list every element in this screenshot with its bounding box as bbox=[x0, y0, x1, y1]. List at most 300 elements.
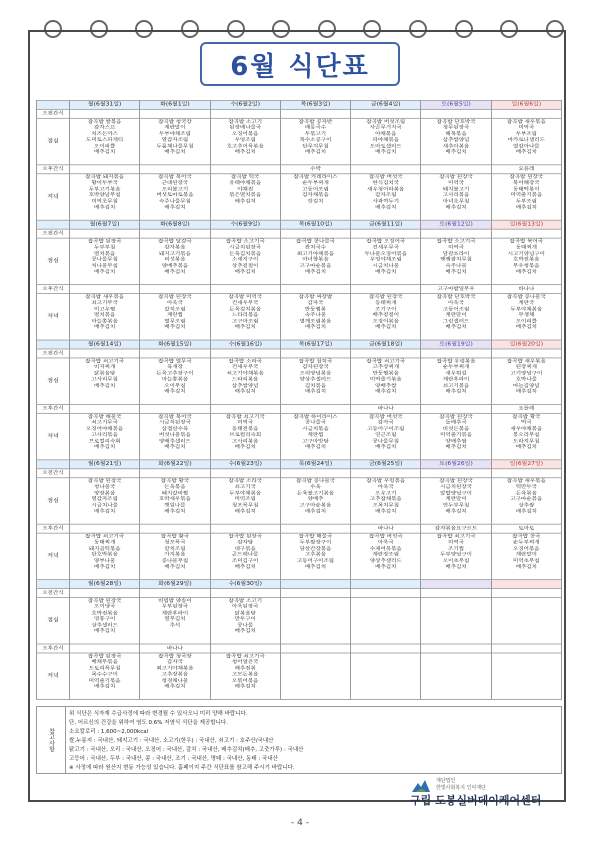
menu-cell bbox=[491, 294, 561, 340]
lunch-row bbox=[37, 478, 562, 524]
menu-item: 해목볶음 bbox=[445, 131, 467, 137]
menu-item: 잡곡밥 된장국 bbox=[87, 478, 122, 484]
menu-item: 배추김치 bbox=[445, 444, 467, 450]
menu-item: 도라지무침 bbox=[513, 438, 540, 444]
menu-item: 미역줄기볶음 bbox=[440, 432, 472, 438]
menu-item: 건새우무국 bbox=[372, 245, 400, 251]
menu-item: 유태야채볶음 bbox=[229, 181, 262, 186]
menu-cell bbox=[70, 349, 140, 358]
menu-item: 계란말이 bbox=[164, 125, 186, 131]
menu-item: 사과깍두기 bbox=[372, 199, 400, 205]
menu-item: 브로컬리숙회 bbox=[229, 432, 262, 438]
menu-item: 감자된장국 bbox=[302, 365, 329, 371]
dinner-row bbox=[37, 294, 562, 340]
menu-item: 야채전 bbox=[237, 187, 254, 192]
menu-item: 청포묵무침 bbox=[231, 503, 259, 509]
menu-item: 열무김치 bbox=[164, 616, 186, 622]
row-label: 오후간식 bbox=[37, 285, 70, 294]
menu-item: 배추김치 bbox=[94, 444, 116, 450]
menu-item: 우엉야채조림 bbox=[369, 257, 402, 263]
menu-item: 동태찌개 bbox=[94, 540, 116, 546]
menu-item: 오이무침 bbox=[164, 383, 186, 389]
menu-item: 미역줄기볶음 bbox=[88, 678, 121, 684]
menu-cell bbox=[140, 533, 210, 579]
notes-box bbox=[36, 706, 562, 774]
row-label: 오전간식 bbox=[37, 589, 70, 598]
menu-item: 감자조림 bbox=[375, 193, 397, 198]
menu-item: 곤드레나물 bbox=[231, 552, 259, 558]
dinner-row bbox=[37, 174, 562, 220]
menu-item: 고사리무침 bbox=[91, 377, 118, 383]
menu-cell bbox=[210, 238, 280, 284]
menu-item: 단호박볶음 bbox=[91, 552, 118, 558]
menu-cell bbox=[421, 349, 491, 358]
page-number: - 4 - bbox=[291, 818, 309, 828]
date-cell: 금(6월11일) bbox=[351, 220, 421, 229]
menu-item: 고추장볶음 bbox=[161, 672, 189, 678]
menu-item: 배추김치 bbox=[164, 389, 186, 395]
menu-item: 배추김치 bbox=[234, 684, 256, 690]
menu-item: 배추김치 bbox=[234, 628, 256, 634]
menu-cell bbox=[421, 404, 491, 413]
menu-item: 순두부찌개 bbox=[442, 365, 470, 371]
menu-item: 고추잡채볶음 bbox=[369, 497, 402, 502]
menu-cell bbox=[280, 358, 350, 404]
menu-cell bbox=[70, 118, 140, 164]
menu-item: 잡곡밥 단호박국 bbox=[436, 294, 476, 300]
lunch-row bbox=[37, 118, 562, 164]
menu-item: 알밥양념구이 bbox=[440, 491, 472, 496]
menu-item: 무우청볶음 bbox=[513, 263, 540, 269]
menu-item: 배추김치 bbox=[94, 383, 116, 389]
menu-item: 동태전볶음 bbox=[231, 426, 259, 432]
menu-cell bbox=[210, 109, 280, 118]
menu-item: 잡곡밥 우렁볶음 bbox=[366, 478, 406, 484]
menu-item: 잡곡밥 카레라이스 bbox=[293, 174, 338, 180]
row-label: 오후간식 bbox=[37, 404, 70, 413]
mountain-logo-icon bbox=[412, 778, 430, 792]
menu-cell bbox=[140, 404, 210, 413]
menu-item: 두부조림 bbox=[515, 199, 537, 205]
menu-item: 가지볶음 bbox=[164, 552, 186, 558]
date-row bbox=[37, 340, 562, 349]
am-snack-row bbox=[37, 589, 562, 598]
menu-item: 계란후라이 bbox=[442, 377, 470, 383]
menu-item: 배추전볶 bbox=[234, 666, 256, 672]
menu-item: 배추김치 bbox=[515, 444, 537, 450]
menu-item: 배추김치 bbox=[515, 149, 537, 155]
menu-item: 배추김치 bbox=[304, 149, 327, 155]
menu-item: 버섯토마토볶음 bbox=[156, 193, 194, 198]
menu-item: 잡곡밥 소라국 bbox=[228, 359, 263, 365]
menu-cell bbox=[491, 118, 561, 164]
row-label: 점심 bbox=[37, 118, 70, 164]
menu-item: 고추장찌개 bbox=[372, 365, 400, 371]
menu-cell bbox=[210, 229, 280, 238]
menu-item: 미고우찜 bbox=[94, 306, 116, 312]
date-cell bbox=[351, 580, 421, 589]
menu-item: 배추김치 bbox=[375, 269, 397, 275]
menu-item: 콩나물국 bbox=[304, 420, 327, 426]
menu-item: 수육 bbox=[310, 485, 321, 490]
menu-item: 목수소콩구이 bbox=[299, 137, 332, 143]
org-line: 재단법인 bbox=[436, 778, 456, 784]
menu-item: 잡곡밥 황국 bbox=[160, 534, 190, 540]
menu-cell bbox=[421, 358, 491, 404]
note-line: 소요칼로리 : 1,600~2,000kcal bbox=[69, 729, 149, 735]
menu-item: 호박전볶음 bbox=[91, 610, 118, 616]
menu-cell bbox=[491, 589, 561, 598]
menu-item: 배추김치 bbox=[94, 205, 116, 211]
menu-cell bbox=[491, 349, 561, 358]
menu-item: 대구볶음 bbox=[234, 546, 256, 552]
menu-item: 닭볶음탕 bbox=[234, 610, 256, 616]
menu-item: 배추김치 bbox=[164, 205, 186, 211]
date-cell: 월(6월7일) bbox=[70, 220, 140, 229]
menu-cell bbox=[351, 238, 421, 284]
menu-item: 두룸채나물무침 bbox=[156, 143, 194, 149]
menu-item: 호박전볶음 bbox=[513, 257, 540, 263]
menu-cell bbox=[70, 404, 140, 413]
menu-cell bbox=[421, 118, 491, 164]
menu-item: 돈육고추장구이 bbox=[156, 371, 194, 377]
menu-item: 배추김치 bbox=[375, 389, 397, 395]
menu-item: 고모돈볶음 bbox=[231, 672, 259, 678]
menu-item: 멸깨조림볶음 bbox=[299, 318, 332, 324]
row-label: 오전간식 bbox=[37, 229, 70, 238]
menu-item: 잡곡밥 미역국 bbox=[228, 294, 263, 300]
menu-item: 미역줄기볶음 bbox=[510, 193, 543, 198]
menu-item: 잡곡밥 된장국 bbox=[87, 598, 122, 604]
menu-item: 새우야채볶음 bbox=[510, 426, 543, 432]
menu-item: 한식김치국 bbox=[372, 181, 400, 186]
menu-item: 달걀프라이 bbox=[442, 251, 470, 257]
menu-item: 잡곡밥 쇠고기국 bbox=[366, 359, 406, 365]
note-line: 고등어 : 국내산, 두부 : 국내산, 콩 : 국내산, 조기 : 국내산, 명태 : 국내산, 동태 : 국내산 bbox=[69, 756, 278, 762]
menu-item: 배추김치 bbox=[234, 199, 256, 205]
menu-item: 김치볶음 bbox=[304, 383, 327, 389]
menu-item: 쇠고기볶음 bbox=[442, 383, 470, 389]
note-line: 단, 어르신의 건강을 위하여 염도 0.6% 저염식 식단을 제공합니다. bbox=[69, 720, 228, 726]
menu-cell bbox=[351, 285, 421, 294]
menu-item: 계란말이 bbox=[515, 552, 537, 558]
am-snack-row bbox=[37, 469, 562, 478]
menu-item: 배추김치 bbox=[234, 444, 256, 450]
menu-item: 멸치볶음 bbox=[94, 251, 116, 257]
menu-item: 배추김치 bbox=[164, 564, 186, 570]
date-cell: 목(6월10일) bbox=[280, 220, 350, 229]
menu-item: 잡곡밥 된장국 bbox=[439, 478, 473, 484]
menu-item: 배추김치 bbox=[515, 389, 537, 395]
menu-cell bbox=[491, 533, 561, 579]
note-line: 위 식단은 식자재 수급사정에 따라 변경될 수 있사오니 미리 양해 바랍니다. bbox=[69, 711, 248, 717]
menu-item: 양배추쌈 bbox=[445, 438, 467, 444]
menu-item: 삼추쌈양념 bbox=[442, 137, 470, 143]
menu-item: 열감자조림 bbox=[91, 497, 118, 502]
menu-item: 계란말이 bbox=[445, 497, 467, 502]
menu-cell bbox=[491, 413, 561, 459]
center-logo bbox=[400, 776, 560, 810]
menu-item: 배추김치 bbox=[164, 509, 186, 515]
menu-item: 호박나물 bbox=[515, 377, 537, 383]
menu-item: 배추김치 bbox=[234, 269, 256, 275]
menu-item: 멸무조림 bbox=[164, 318, 186, 324]
menu-item: 버섯나물볶음 bbox=[158, 432, 191, 438]
menu-item: 콩나물무침 bbox=[91, 257, 118, 263]
row-label: 오후간식 bbox=[37, 524, 70, 533]
menu-cell bbox=[351, 533, 421, 579]
date-cell: 금(6월4일) bbox=[351, 100, 421, 109]
menu-item: 아욱국 bbox=[166, 300, 183, 306]
row-label: 저녁 bbox=[37, 174, 70, 220]
menu-cell bbox=[70, 109, 140, 118]
menu-item: 고구마순볶음 bbox=[510, 497, 543, 502]
menu-cell bbox=[491, 653, 561, 699]
am-snack-row bbox=[37, 229, 562, 238]
menu-item: 느타리볶음 bbox=[231, 312, 259, 318]
menu-cell bbox=[70, 653, 140, 699]
date-cell bbox=[491, 580, 561, 589]
menu-cell bbox=[280, 478, 350, 524]
row-label: 저녁 bbox=[37, 294, 70, 340]
menu-item: 배추김치 bbox=[515, 564, 537, 570]
menu-item: 수제어묵볶음 bbox=[369, 546, 402, 552]
menu-item: 고사리볶음 bbox=[231, 438, 259, 444]
menu-item: 배채무볶음 bbox=[91, 660, 118, 666]
menu-item: 계란찜 bbox=[307, 432, 324, 438]
menu-item: 두부쌈장구이 bbox=[299, 540, 332, 546]
date-cell: 수(6월16일) bbox=[210, 340, 280, 349]
menu-item: 떡만두국 bbox=[515, 485, 537, 490]
menu-item: 잡곡밥 된장국 bbox=[439, 414, 473, 420]
date-row-label bbox=[37, 220, 70, 229]
menu-item: 시금치나물 bbox=[91, 503, 118, 509]
menu-item: 고사리볶음 bbox=[91, 432, 118, 438]
center-name: 구립 도봉실버데이케어센터 bbox=[410, 794, 542, 807]
menu-item: 열감자조림 bbox=[161, 137, 189, 143]
menu-item: 호고추어묵볶음 bbox=[226, 143, 264, 149]
menu-cell bbox=[70, 524, 140, 533]
menu-item: 잡곡밥 버섯국 bbox=[368, 174, 403, 180]
menu-item: 잡곡밥 달걀국 bbox=[158, 239, 192, 245]
menu-item: 잡곡밥 참치국 bbox=[298, 359, 333, 365]
menu-item: 도토리묵무침 bbox=[88, 666, 121, 672]
menu-cell bbox=[351, 644, 421, 653]
menu-item: 감자채볶음 bbox=[302, 193, 329, 198]
menu-item: 두부야채볶음 bbox=[510, 306, 543, 312]
date-cell: 화(6월8일) bbox=[140, 220, 210, 229]
row-label: 점심 bbox=[37, 598, 70, 644]
menu-item: 닭볶음탕 bbox=[94, 371, 116, 377]
menu-item: 잡곡밥 쇠고기국 bbox=[436, 534, 476, 540]
menu-item: 잡곡밥 콩나물국 bbox=[296, 239, 335, 245]
menu-cell bbox=[70, 478, 140, 524]
date-cell: 토(6월26일) bbox=[421, 460, 491, 469]
menu-item: 잡곡밥 소고기국 bbox=[225, 239, 265, 245]
menu-cell bbox=[70, 229, 140, 238]
menu-cell bbox=[210, 294, 280, 340]
menu-item: 쇠고기국 bbox=[234, 485, 256, 490]
menu-item: 떡국 bbox=[521, 420, 532, 426]
menu-item: 건새우무국 bbox=[231, 300, 259, 306]
menu-item: 봉오리무침 bbox=[513, 432, 540, 438]
menu-cell bbox=[70, 174, 140, 220]
menu-cell bbox=[421, 478, 491, 524]
menu-item: 배추김치 bbox=[94, 628, 116, 634]
date-cell: 일(6월20일) bbox=[491, 340, 561, 349]
menu-item: 동태떡볶이 bbox=[513, 187, 540, 192]
menu-cell bbox=[351, 294, 421, 340]
menu-cell bbox=[421, 165, 491, 174]
menu-cell bbox=[351, 589, 421, 598]
menu-cell bbox=[140, 589, 210, 598]
menu-item: 된장찌개 bbox=[515, 365, 537, 371]
menu-cell bbox=[351, 478, 421, 524]
menu-item: 잡곡밥 콩나물국 bbox=[506, 294, 546, 300]
menu-cell bbox=[70, 644, 140, 653]
menu-item: 배추김치 bbox=[164, 269, 186, 275]
menu-cell bbox=[210, 413, 280, 459]
date-row bbox=[37, 580, 562, 589]
menu-item: 배추김치 bbox=[445, 269, 467, 275]
menu-cell bbox=[280, 589, 350, 598]
menu-cell bbox=[280, 413, 350, 459]
menu-item: 오징어볶음 bbox=[513, 546, 540, 552]
menu-item: 돈육불고기볶음 bbox=[296, 491, 335, 496]
menu-item: 마늘김양념 bbox=[513, 383, 540, 389]
menu-cell bbox=[280, 533, 350, 579]
menu-item: 열감아나물 bbox=[513, 143, 540, 149]
menu-cell bbox=[140, 358, 210, 404]
menu-cell: 수박 bbox=[280, 165, 350, 174]
note-line: 닭고기 : 국내산, 오리 : 국내산, 오징어 : 국내산, 갈치 : 국내산, 배추김치(배추, 고춧가루) : 국내산 bbox=[69, 747, 304, 753]
menu-cell bbox=[70, 294, 140, 340]
menu-item: 고사리볶음 bbox=[442, 193, 470, 198]
menu-item: 배추김치 bbox=[94, 684, 116, 690]
menu-cell bbox=[210, 653, 280, 699]
menu-item: 감자볶음 bbox=[164, 245, 186, 251]
menu-item: 감자국 bbox=[166, 660, 183, 666]
menu-item: 돈육볶음 bbox=[515, 491, 537, 496]
menu-cell bbox=[140, 413, 210, 459]
menu-item: 잡곡밥 새우볶음 bbox=[506, 478, 546, 484]
menu-item: 미역국 bbox=[237, 420, 254, 426]
menu-item: 잡곡밥 오징어국 bbox=[366, 239, 406, 245]
menu-cell bbox=[210, 349, 280, 358]
menu-item: 잡곡밥 콩나물국 bbox=[296, 478, 335, 484]
menu-item: 배추김치 bbox=[375, 205, 397, 211]
date-cell: 화(6월15일) bbox=[140, 340, 210, 349]
menu-item: 마늘쫑볶음 bbox=[161, 377, 189, 383]
menu-cell bbox=[210, 598, 280, 644]
menu-item: 오징어볶음 bbox=[231, 131, 259, 137]
menu-item: 청포묵국 bbox=[164, 540, 186, 546]
menu-item: 배추김치 bbox=[445, 205, 467, 211]
row-label: 오후간식 bbox=[37, 644, 70, 653]
menu-cell bbox=[210, 404, 280, 413]
menu-item: 배추김치 bbox=[164, 444, 186, 450]
menu-item: 고구마순볶음 bbox=[299, 503, 332, 509]
menu-item: 고구마맛탕 bbox=[302, 438, 329, 444]
menu-item: 볶은멸치볶음 bbox=[229, 193, 262, 198]
menu-cell bbox=[351, 165, 421, 174]
menu-cell bbox=[351, 174, 421, 220]
menu-item: 청어얼큰국 bbox=[231, 660, 259, 666]
menu-cell bbox=[280, 653, 350, 699]
menu-item: 고등어조림 bbox=[302, 187, 329, 192]
menu-item: 시금치볶음 bbox=[302, 426, 329, 432]
menu-item: 처나물무침 bbox=[91, 263, 118, 269]
date-row-label bbox=[37, 580, 70, 589]
menu-item: 오이냉국 bbox=[94, 604, 116, 610]
menu-cell bbox=[210, 524, 280, 533]
menu-cell bbox=[280, 349, 350, 358]
menu-cell bbox=[70, 285, 140, 294]
menu-cell bbox=[280, 524, 350, 533]
menu-item: 단무지무침 bbox=[302, 143, 329, 149]
menu-item: 숙주나물무침 bbox=[158, 199, 191, 205]
row-label: 저녁 bbox=[37, 413, 70, 459]
menu-item: 계란찜 bbox=[166, 312, 183, 318]
menu-cell bbox=[280, 404, 350, 413]
menu-item: 잡곡밥 우렁볶음 bbox=[436, 359, 476, 365]
menu-item: 잡곡밥 청국장 bbox=[158, 654, 192, 660]
menu-item: 돈육김치볶음 bbox=[229, 251, 262, 257]
date-cell: 목(6월24일) bbox=[280, 460, 350, 469]
menu-cell bbox=[351, 598, 421, 644]
menu-item: 배추김치 bbox=[304, 324, 327, 330]
menu-item: 배추김치 bbox=[445, 149, 467, 155]
menu-cell bbox=[210, 174, 280, 220]
lunch-row bbox=[37, 238, 562, 284]
menu-cell bbox=[491, 358, 561, 404]
menu-item: 고추볶음 bbox=[304, 552, 327, 558]
menu-item: 순두부찌개 bbox=[302, 181, 329, 186]
menu-cell bbox=[491, 478, 561, 524]
date-cell: 월(6월28일) bbox=[70, 580, 140, 589]
menu-item: 쇠고기무국 bbox=[91, 300, 118, 306]
menu-item: 잡곡밥 짜장밥 bbox=[298, 294, 333, 300]
menu-item: 시고기양념구이 bbox=[507, 251, 545, 257]
menu-item: 배추김치 bbox=[164, 149, 186, 155]
menu-cell bbox=[210, 165, 280, 174]
menu-item: 배추김치 bbox=[375, 324, 397, 330]
menu-cell bbox=[70, 238, 140, 284]
menu-cell bbox=[491, 238, 561, 284]
menu-cell bbox=[140, 109, 210, 118]
menu-item: 고등어구이조림 bbox=[367, 426, 405, 432]
date-cell: 일(6월27일) bbox=[491, 460, 561, 469]
menu-item: 상추샐러드 bbox=[91, 622, 118, 628]
menu-item: 잡곡밥 새우볶음 bbox=[506, 359, 546, 365]
menu-item: 잡곡밥 하이라이스 bbox=[293, 414, 338, 420]
menu-item: 잡곡밥 쇠고기국 bbox=[225, 414, 265, 420]
menu-item: 동태찌개 bbox=[375, 300, 397, 306]
note-line: 쌀,누룽지 : 국내산, 돼지고기 : 국내산, 소고기(한우) : 국내산, 쇠고기 : 호주산/국내산 bbox=[69, 738, 274, 744]
date-row bbox=[37, 220, 562, 229]
menu-item: 양배추 bbox=[307, 497, 324, 502]
menu-cell bbox=[421, 598, 491, 644]
date-cell: 수(6월2일) bbox=[210, 100, 280, 109]
menu-item: 오징어야채볶음 bbox=[86, 426, 124, 432]
menu-cell bbox=[140, 294, 210, 340]
menu-item: 최고기야채볶음 bbox=[156, 666, 194, 672]
menu-item: 잡곡밥 소라국 bbox=[228, 478, 263, 484]
date-row-label bbox=[37, 340, 70, 349]
menu-item: 야채볶음 bbox=[375, 131, 397, 137]
menu-cell bbox=[210, 469, 280, 478]
menu-item: 감자국 bbox=[377, 420, 394, 426]
